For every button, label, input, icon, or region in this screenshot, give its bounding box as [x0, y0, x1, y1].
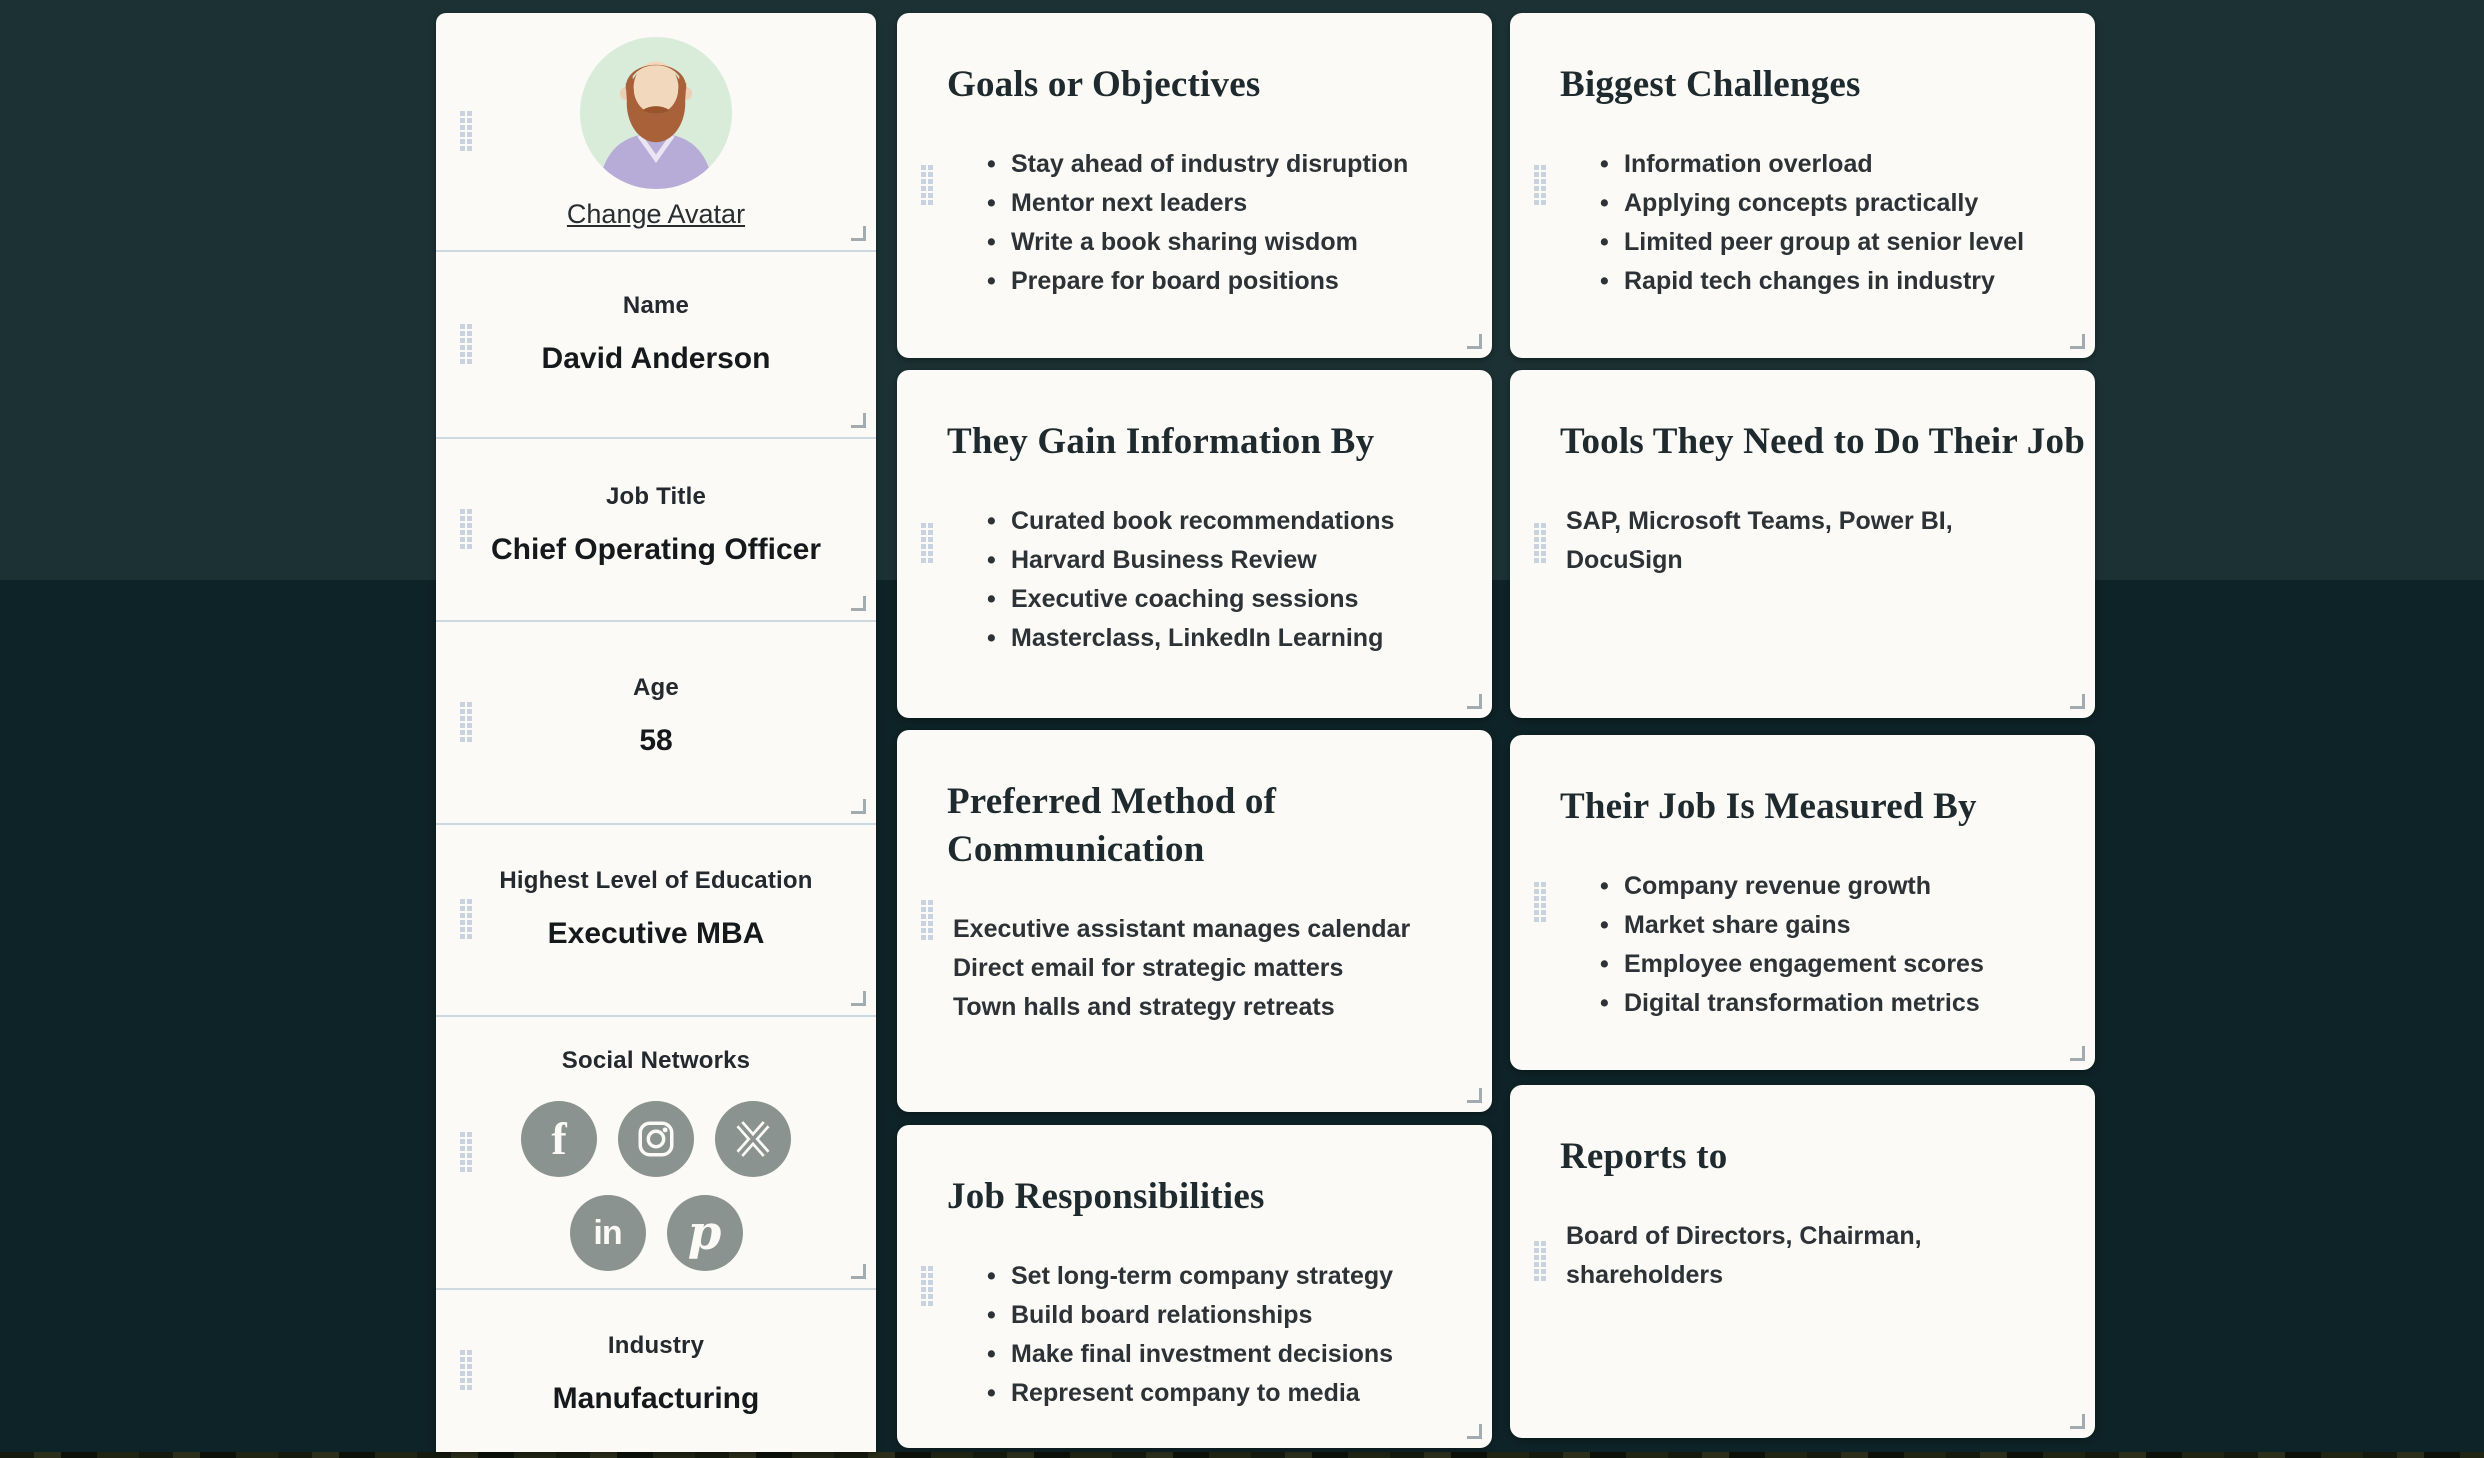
card-title: Their Job Is Measured By [1560, 786, 1977, 827]
list-item[interactable]: • Build board relationships [987, 1296, 1448, 1335]
drag-handle-icon[interactable] [460, 111, 465, 116]
resize-handle-icon[interactable] [851, 1264, 866, 1279]
card-list [947, 1257, 1448, 1413]
list-item[interactable]: • Stay ahead of industry disruption [987, 145, 1448, 184]
card-title: They Gain Information By [947, 421, 1375, 462]
drag-handle-icon[interactable] [460, 324, 465, 329]
drag-handle-icon[interactable] [1534, 523, 1539, 528]
resize-handle-icon[interactable] [851, 413, 866, 428]
resize-handle-icon[interactable] [851, 226, 866, 241]
field-value-job-title[interactable]: Chief Operating Officer [490, 533, 822, 566]
card-title: Biggest Challenges [1560, 64, 1861, 105]
card-tools-they-need [1510, 370, 2095, 718]
card-their-job-is-measured-by [1510, 735, 2095, 1070]
field-card-industry [436, 1290, 876, 1452]
card-list [1560, 867, 2051, 1023]
social-networks-label: Social Networks [561, 1047, 751, 1074]
drag-handle-icon[interactable] [921, 523, 926, 528]
card-title: Tools They Need to Do Their Job [1560, 421, 2085, 462]
list-item[interactable]: • Mentor next leaders [987, 184, 1448, 223]
card-biggest-challenges [1510, 13, 2095, 358]
list-item[interactable]: • Employee engagement scores [1600, 945, 2051, 984]
linkedin-icon[interactable]: in [570, 1195, 646, 1271]
field-card-age [436, 622, 876, 825]
card-list [1560, 502, 2051, 580]
card-list [1560, 145, 2051, 301]
card-they-gain-information-by [897, 370, 1492, 718]
field-label: Job Title [605, 483, 707, 510]
list-item[interactable]: • Limited peer group at senior level [1600, 223, 2051, 262]
list-item[interactable]: • Harvard Business Review [987, 541, 1448, 580]
avatar [578, 35, 734, 191]
resize-handle-icon[interactable] [1467, 1088, 1482, 1103]
drag-handle-icon[interactable] [921, 900, 926, 905]
card-job-responsibilities [897, 1125, 1492, 1448]
list-item[interactable]: Direct email for strategic matters [953, 954, 1344, 982]
list-item[interactable]: • Company revenue growth [1600, 867, 2051, 906]
card-list [947, 502, 1448, 658]
instagram-icon[interactable] [618, 1101, 694, 1177]
field-label: Highest Level of Education [499, 867, 813, 894]
drag-handle-icon[interactable] [921, 1266, 926, 1271]
card-list [947, 910, 1448, 1027]
list-item[interactable]: • Set long-term company strategy [987, 1257, 1448, 1296]
list-item[interactable]: Board of Directors, Chairman, shareholders [1566, 1222, 1922, 1289]
list-item[interactable]: • Applying concepts practically [1600, 184, 2051, 223]
card-list [1560, 1217, 2051, 1295]
social-networks-card [436, 1017, 876, 1290]
list-item[interactable]: • Rapid tech changes in industry [1600, 262, 2051, 301]
field-label: Age [633, 674, 679, 701]
resize-handle-icon[interactable] [2070, 334, 2085, 349]
drag-handle-icon[interactable] [460, 1132, 465, 1137]
field-label: Industry [607, 1332, 705, 1359]
field-card-education [436, 825, 876, 1017]
drag-handle-icon[interactable] [460, 702, 465, 707]
field-label: Name [622, 292, 690, 319]
drag-handle-icon[interactable] [460, 1350, 465, 1355]
card-reports-to [1510, 1085, 2095, 1438]
pinterest-icon[interactable]: p [667, 1195, 743, 1271]
list-item[interactable]: • Market share gains [1600, 906, 2051, 945]
list-item[interactable]: Town halls and strategy retreats [953, 993, 1335, 1021]
background-photo-strip [0, 1452, 2484, 1458]
resize-handle-icon[interactable] [851, 799, 866, 814]
facebook-icon[interactable]: f [521, 1101, 597, 1177]
card-title: Job Responsibilities [947, 1176, 1265, 1217]
field-value-name[interactable]: David Anderson [541, 342, 771, 375]
social-icons [436, 1101, 876, 1271]
x-twitter-icon[interactable] [715, 1101, 791, 1177]
profile-column [436, 13, 876, 1452]
card-title: Goals or Objectives [947, 64, 1261, 105]
drag-handle-icon[interactable] [921, 165, 926, 170]
resize-handle-icon[interactable] [851, 991, 866, 1006]
list-item[interactable]: • Digital transformation metrics [1600, 984, 2051, 1023]
change-avatar-link[interactable]: Change Avatar [566, 199, 746, 229]
list-item[interactable]: • Make final investment decisions [987, 1335, 1448, 1374]
resize-handle-icon[interactable] [2070, 694, 2085, 709]
card-title: Reports to [1560, 1136, 1728, 1177]
field-card-job-title [436, 439, 876, 622]
field-value-education[interactable]: Executive MBA [547, 917, 765, 950]
list-item[interactable]: • Information overload [1600, 145, 2051, 184]
field-value-age[interactable]: 58 [639, 724, 673, 757]
field-card-name [436, 252, 876, 439]
list-item[interactable]: SAP, Microsoft Teams, Power BI, DocuSign [1566, 507, 1953, 574]
list-item[interactable]: • Prepare for board positions [987, 262, 1448, 301]
avatar-card [436, 13, 876, 252]
card-title: Preferred Method of Communication [947, 781, 1277, 870]
resize-handle-icon[interactable] [2070, 1414, 2085, 1429]
card-preferred-method-of-communication [897, 730, 1492, 1112]
drag-handle-icon[interactable] [1534, 1241, 1539, 1246]
resize-handle-icon[interactable] [2070, 1046, 2085, 1061]
card-goals-or-objectives [897, 13, 1492, 358]
field-value-industry[interactable]: Manufacturing [552, 1382, 760, 1415]
list-item[interactable]: Executive assistant manages calendar [953, 915, 1411, 943]
card-list [947, 145, 1448, 301]
resize-handle-icon[interactable] [1467, 1424, 1482, 1439]
list-item[interactable]: • Write a book sharing wisdom [987, 223, 1448, 262]
drag-handle-icon[interactable] [1534, 165, 1539, 170]
drag-handle-icon[interactable] [460, 509, 465, 514]
resize-handle-icon[interactable] [851, 596, 866, 611]
list-item[interactable]: • Executive coaching sessions [987, 580, 1448, 619]
list-item[interactable]: • Curated book recommendations [987, 502, 1448, 541]
resize-handle-icon[interactable] [1467, 334, 1482, 349]
list-item[interactable]: • Masterclass, LinkedIn Learning [987, 619, 1448, 658]
resize-handle-icon[interactable] [1467, 694, 1482, 709]
list-item[interactable]: • Represent company to media [987, 1374, 1448, 1413]
drag-handle-icon[interactable] [460, 899, 465, 904]
drag-handle-icon[interactable] [1534, 882, 1539, 887]
